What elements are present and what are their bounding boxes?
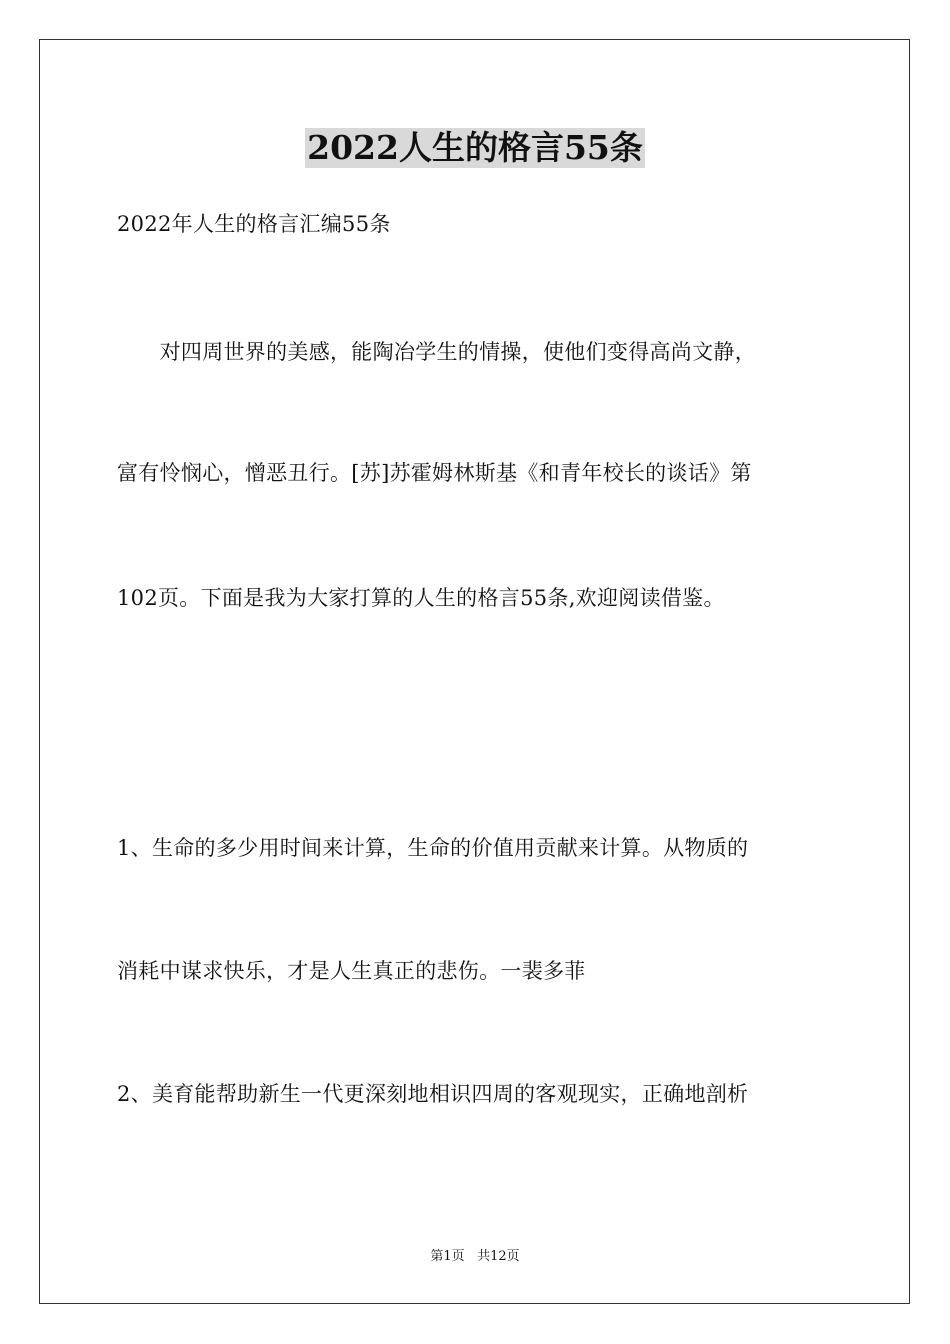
paragraph-line-3: 102页。下面是我为大家打算的人生的格言55条,欢迎阅读借鉴。 xyxy=(117,586,725,610)
paragraph-line-1: 对四周世界的美感，能陶冶学生的情操，使他们变得高尚文静， xyxy=(117,340,756,364)
paragraph-line-4: 1、生命的多少用时间来计算，生命的价值用贡献来计算。从物质的 xyxy=(117,836,749,860)
paragraph-line-5: 消耗中谋求快乐，才是人生真正的悲伤。一裴多菲 xyxy=(117,959,586,983)
page-footer xyxy=(0,1248,950,1266)
document-subtitle: 2022年人生的格言汇编55条 xyxy=(117,212,391,236)
page-number: 第1页 xyxy=(430,1249,465,1264)
document-title: 2022人生的格言55条 xyxy=(307,128,643,167)
title-container xyxy=(0,128,950,168)
paragraph-line-2: 富有怜悯心，憎恶丑行。[苏]苏霍姆林斯基《和青年校长的谈话》第 xyxy=(117,461,752,485)
paragraph-line-6: 2、美育能帮助新生一代更深刻地相识四周的客观现实，正确地剖析 xyxy=(117,1082,749,1106)
page-total: 共12页 xyxy=(477,1249,520,1264)
